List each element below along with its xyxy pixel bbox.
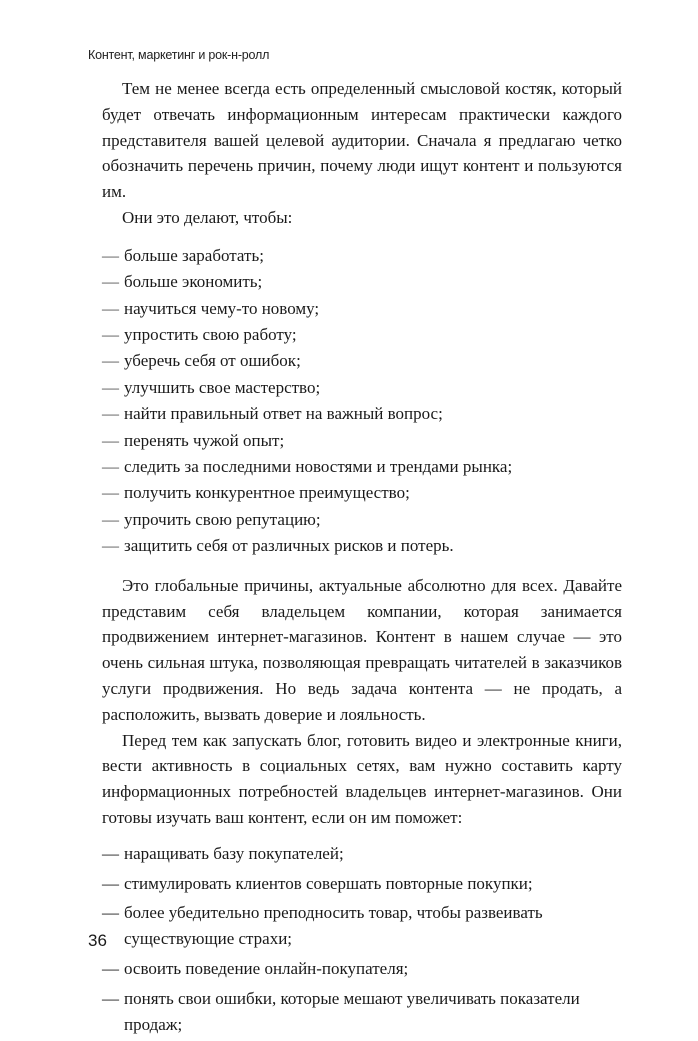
list-item <box>102 871 622 897</box>
paragraph-4: Перед тем как запускать блог, готовить видео и электронные книги, вести активность в социальных сетях, вам нужно составить карту информационных потребностей владельцев интернет-магазинов. Они готовы изучать ваш контент, если он им поможет: <box>102 730 622 828</box>
list-item-text: более убедительно преподносить товар, чтобы развеивать существующие страхи; <box>124 903 543 949</box>
list-item-text: получить конкурентное преимущество; <box>124 483 410 503</box>
list-item-text: научиться чему-то новому; <box>124 298 320 318</box>
list-item <box>102 507 622 533</box>
list-item <box>102 269 622 295</box>
list-item <box>102 841 622 867</box>
reasons-list <box>102 243 622 559</box>
list-item-text: наращивать базу покупателей; <box>124 843 344 863</box>
dash-marker: — <box>102 298 119 318</box>
dash-marker: — <box>102 351 119 371</box>
page-body <box>102 76 622 1041</box>
needs-list <box>102 841 622 1038</box>
list-item <box>102 900 622 952</box>
dash-marker: — <box>102 245 119 265</box>
list-item-text: освоить поведение онлайн-покупателя; <box>124 959 409 979</box>
page-number: 36 <box>88 931 107 950</box>
list-item-text: улучшить свое мастерство; <box>124 377 321 397</box>
list-item-text: уберечь себя от ошибок; <box>124 351 301 371</box>
list-item-text: стимулировать клиентов совершать повторные покупки; <box>124 873 533 893</box>
list-item-text: защитить себя от различных рисков и потерь. <box>124 536 454 556</box>
list-item <box>102 401 622 427</box>
list-item <box>102 243 622 269</box>
list-item <box>102 454 622 480</box>
list-item <box>102 296 622 322</box>
paragraph-1: Тем не менее всегда есть определенный смысловой костяк, который будет отвечать информационным интересам практически каждого представителя вашей целевой аудитории. Сначала я предлагаю четко обозначить перечень причин, почему люди ищут контент и пользуются им. <box>102 79 622 202</box>
dash-marker: — <box>102 988 119 1008</box>
list-item <box>102 533 622 559</box>
list-item-text: упрочить свою репутацию; <box>124 509 321 529</box>
dash-marker: — <box>102 903 119 923</box>
list-item-text: следить за последними новостями и трендами рынка; <box>124 456 513 476</box>
list-item-text: больше заработать; <box>124 245 264 265</box>
list-item <box>102 956 622 982</box>
dash-marker: — <box>102 873 119 893</box>
dash-marker: — <box>102 404 119 424</box>
list-item <box>102 322 622 348</box>
running-header: Контент, маркетинг и рок-н-ролл <box>88 48 270 62</box>
dash-marker: — <box>102 456 119 476</box>
dash-marker: — <box>102 536 119 556</box>
list-item <box>102 480 622 506</box>
list-item <box>102 375 622 401</box>
list-item <box>102 348 622 374</box>
dash-marker: — <box>102 324 119 344</box>
dash-marker: — <box>102 843 119 863</box>
list-item <box>102 428 622 454</box>
dash-marker: — <box>102 377 119 397</box>
list-item-text: найти правильный ответ на важный вопрос; <box>124 404 443 424</box>
list-item-text: перенять чужой опыт; <box>124 430 285 450</box>
list-item <box>102 986 622 1038</box>
dash-marker: — <box>102 430 119 450</box>
dash-marker: — <box>102 959 119 979</box>
dash-marker: — <box>102 272 119 292</box>
list-item-text: понять свои ошибки, которые мешают увеличивать показатели продаж; <box>124 988 580 1034</box>
paragraph-2: Они это делают, чтобы: <box>122 207 293 227</box>
list-item-text: упростить свою работу; <box>124 324 297 344</box>
dash-marker: — <box>102 483 119 503</box>
list-item-text: больше экономить; <box>124 272 263 292</box>
dash-marker: — <box>102 509 119 529</box>
paragraph-3: Это глобальные причины, актуальные абсолютно для всех. Давайте представим себя владельцем компании, которая занимается продвижением интернет-магазинов. Контент в нашем случае — это очень сильная штука, позволяющая превращать читателей в заказчиков услуги продвижения. Но ведь задача контента — не продать, а расположить, вызвать доверие и лояльность. <box>102 575 622 724</box>
